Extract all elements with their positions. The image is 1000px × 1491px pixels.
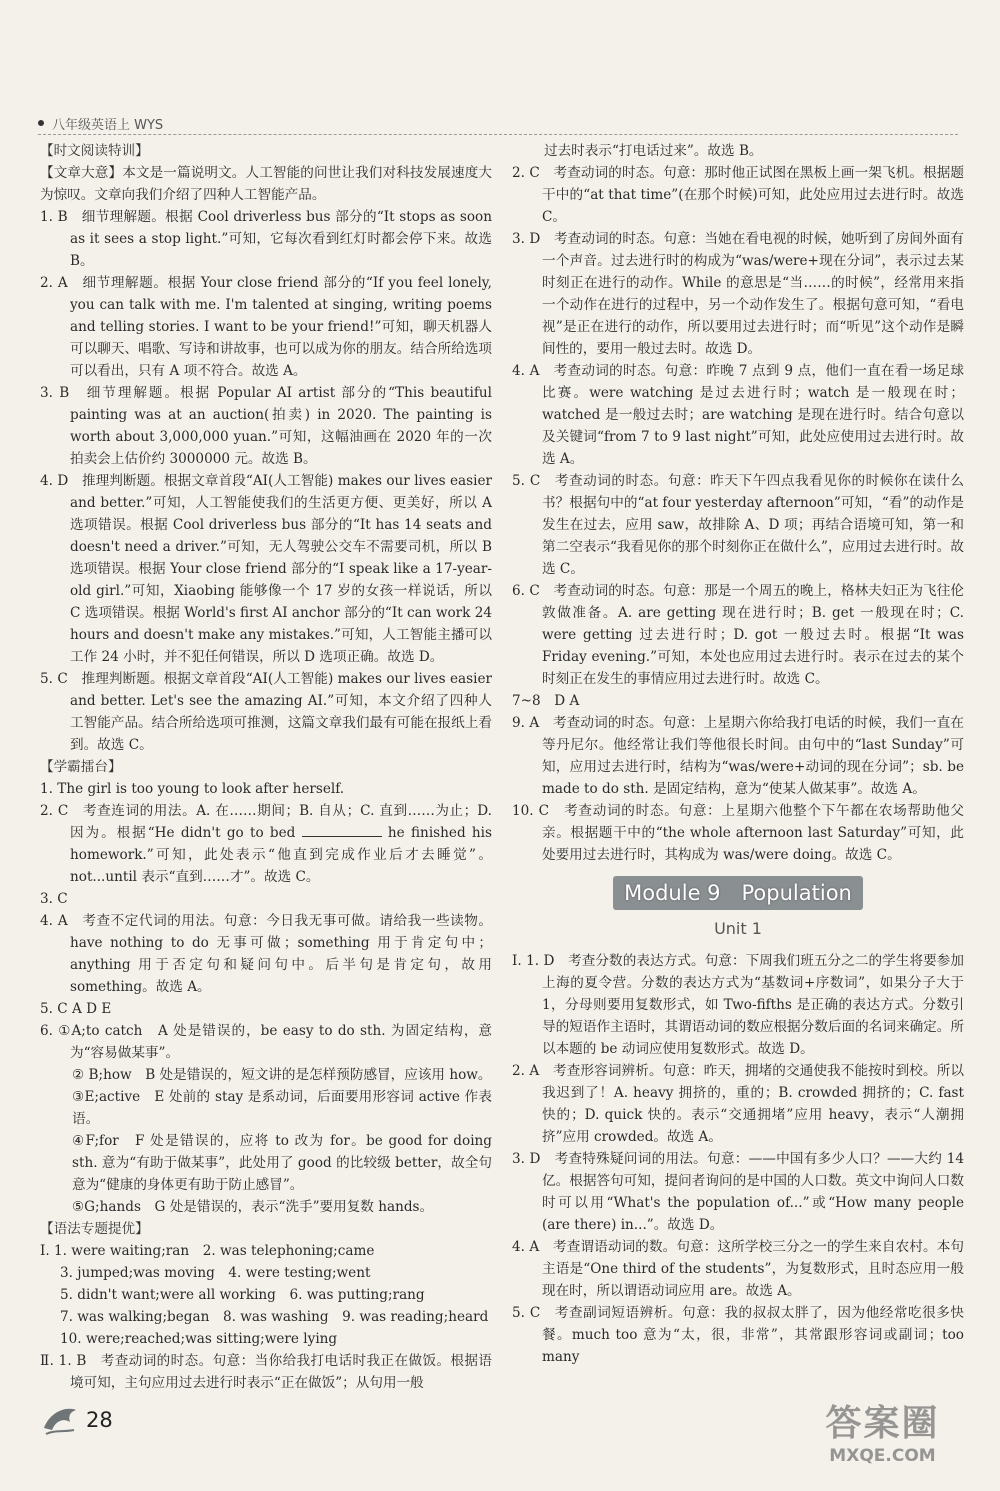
grammar-line: 7. was walking;began 8. was washing 9. was reading;heard bbox=[60, 1309, 489, 1325]
answer-item: 4. D 推理判断题。根据文章首段“AI(人工智能) makes our lives easier and better.”可知，人工智能使我们的生活更方便、更美好，所以 A 选项错误。根据 Cool driverless bus 部分的“It has 14 seats and doesn't need a driver.”可知，无人驾驶公交车不需要司机，所以 B 选项错误。根据 Your close friend 部分的“I speak like a 17-year-old girl.”可知，Xiaobing 能够像一个 17 岁的女孩一样说话，所以 C 选项错误。根据 World's first AI anchor 部分的“It can work 24 hours and doesn't make any mistakes.”可知，人工智能主播可以工作 24 小时，并不犯任何错误，所以 D 选项正确。故选 D。 bbox=[40, 473, 492, 665]
answer-item: 5. C 推理判断题。根据文章首段“AI(人工智能) makes our lives easier and better. Let's see the amazing AI.”可知，本文介绍了四种人工智能产品。结合所给选项可推测，这篇文章我们最有可能在报纸上看到。故选 C。 bbox=[40, 671, 492, 753]
answer-item: Ⅰ. 1. D 考查分数的表达方式。句意：下周我们班五分之二的学生将要参加上海的夏令营。分数的表达方式为“基数词+序数词”，如果分子大于 1，分母则要用复数形式，如 Two-fifths 是正确的表达方式。分数引导的短语作主语时，其谓语动词的数应根据分数后面的名词来确定。所以本题的 be 动词应使用复数形式。故选 D。 bbox=[512, 953, 964, 1057]
answer-text: he finished his homework.”可知，此处表示“他直到完成作业后才去睡觉”。not...until 表示“直到……才”。故选 C。 bbox=[70, 825, 492, 885]
answer-item: 2. A 细节理解题。根据 Your close friend 部分的“If you feel lonely, you can talk with me. I'm talented at singing, writing poems and telling stories. I want to be your friend!”可知，聊天机器人可以聊天、唱歌、写诗和讲故事，也可以成为你的朋友。结合所给选项可以看出，只有 A 项不符合。故选 A。 bbox=[40, 275, 492, 379]
answer-item: Ⅱ. 1. B 考查动词的时态。句意：当你给我打电话时我正在做饭。根据语境可知，主句应用过去进行时表示“正在做饭”；从句用一般 bbox=[40, 1353, 492, 1391]
answer-subitem: ⑤G;hands G 处是错误的，表示“洗手”要用复数 hands。 bbox=[72, 1199, 434, 1215]
section-heading-xueba: 【学霸擂台】 bbox=[40, 759, 122, 775]
answer-item: 3. D 考查动词的时态。句意：当她在看电视的时候，她听到了房间外面有一个声音。过去进行时的构成为“was/were+现在分词”，表示过去某时刻正在进行的动作。While 的意思是“当……的时候”，经常用来指一个动作在进行的过程中，另一个动作发生了。根据句意可知，“看电视”是正在进行的动作，所以要用过去进行时；而“听见”这个动作是瞬间性的，要用一般过去时。故选 D。 bbox=[512, 231, 964, 357]
grammar-line: 10. were;reached;was sitting;were lying bbox=[60, 1331, 338, 1347]
unit-title: Unit 1 bbox=[714, 919, 762, 938]
answer-item: 1. The girl is too young to look after herself. bbox=[40, 781, 345, 797]
watermark-text: 答案圈 bbox=[825, 1403, 940, 1444]
dolphin-logo-icon bbox=[40, 1400, 80, 1440]
answer-item: 7~8 D A bbox=[512, 693, 580, 709]
answer-item: 6. ①A;to catch A 处是错误的，be easy to do sth. 为固定结构，意为“容易做某事”。 bbox=[40, 1023, 492, 1061]
answer-subitem: ③E;active E 处前的 stay 是系动词，后面要用形容词 active 作表语。 bbox=[72, 1089, 492, 1127]
grammar-line: 5. didn't want;were all working 6. was putting;rang bbox=[60, 1287, 425, 1303]
module-banner: Module 9 Population bbox=[613, 876, 863, 910]
right-column bbox=[512, 140, 964, 1368]
page-header bbox=[38, 112, 958, 135]
answer-item: 9. A 考查动词的时态。句意：上星期六你给我打电话的时候，我们一直在等丹尼尔。他经常让我们等他很长时间。由句中的“last Sunday”可知，应用过去进行时，结构为“was/were+动词的现在分词”；sb. be made to do sth. 是固定结构，意为“使某人做某事”。故选 A。 bbox=[512, 715, 964, 797]
answer-item: 5. C 考查副词短语辨析。句意：我的叔叔太胖了，因为他经常吃很多快餐。much too 意为“太，很，非常”，其常跟形容词或副词；too many bbox=[512, 1305, 964, 1365]
article-summary: 【文章大意】本文是一篇说明文。人工智能的问世让我们对科技发展速度大为惊叹。文章向我们介绍了四种人工智能产品。 bbox=[40, 165, 492, 203]
answer-item: 4. A 考查不定代词的用法。句意：今日我无事可做。请给我一些读物。have nothing to do 无事可做；something 用于肯定句中；anything 用于否定句和疑问句中。后半句是肯定句，故用 something。故选 A。 bbox=[40, 913, 492, 995]
answer-item: 1. B 细节理解题。根据 Cool driverless bus 部分的“It stops as soon as it sees a stop light.”可知，它每次看到红灯时都会停下来。故选 B。 bbox=[40, 209, 492, 269]
watermark-url: MXQE.COM bbox=[829, 1446, 936, 1466]
answer-text: 2. C 考查连词的用法。A. 在……期间；B. 自从；C. 直到……为止；D. 因为。根据“He didn't go to bed bbox=[40, 803, 492, 841]
answer-item: 2. C 考查动词的时态。句意：那时他正试图在黑板上画一架飞机。根据题干中的“at that time”(在那个时候)可知，此处应用过去进行时。故选 C。 bbox=[512, 165, 964, 225]
continued-text: 过去时表示“打电话过来”。故选 B。 bbox=[544, 143, 763, 159]
answer-item: 10. C 考查动词的时态。句意：上星期六他整个下午都在农场帮助他父亲。根据题干中的“the whole afternoon last Saturday”可知，此处要用过去进行时，其构成为 was/were doing。故选 C。 bbox=[512, 803, 964, 863]
answer-item: 3. D 考查特殊疑问词的用法。句意：——中国有多少人口？——大约 14 亿。根据答句可知，提问者询问的是中国的人口数。英文中询问人口数时可以用“What's the population of...”或“How many people (are there) in...”。故选 D。 bbox=[512, 1151, 964, 1233]
answer-item: 5. C 考查动词的时态。句意：昨天下午四点我看见你的时候你在读什么书？根据句中的“at four yesterday afternoon”可知，“看”的动作是发生在过去，应用 saw，故排除 A、D 项；再结合语境可知，第一和第二空表示“我看见你的那个时刻你正在做什么”，应用过去进行时。故选 C。 bbox=[512, 473, 964, 577]
grammar-line: Ⅰ. 1. were waiting;ran 2. was telephoning;came bbox=[40, 1243, 375, 1259]
answer-item: 3. C bbox=[40, 891, 68, 907]
answer-subitem: ④F;for F 处是错误的，应将 to 改为 for。be good for doing sth. 意为“有助于做某事”，此处用了 good 的比较级 better，故全句意为“健康的身体更有助于防止感冒”。 bbox=[72, 1133, 492, 1193]
answer-item: 3. B 细节理解题。根据 Popular AI artist 部分的“This beautiful painting was at an auction(拍卖) in 2020. The painting is worth about 3,000,000 yuan.”可知，这幅油画在 2020 年的一次拍卖会上估价约 3000000 元。故选 B。 bbox=[40, 385, 492, 467]
page-number: 28 bbox=[86, 1408, 113, 1432]
answer-item bbox=[40, 800, 492, 888]
grammar-line: 3. jumped;was moving 4. were testing;went bbox=[60, 1265, 371, 1281]
answer-item: 6. C 考查动词的时态。句意：那是一个周五的晚上，格林夫妇正为飞往伦敦做准备。A. are getting 现在进行时；B. get 一般现在时；C. were getting 过去进行时；D. got 一般过去时。根据“It was Friday evening.”可知，本处也应用过去进行时。表示在过去的某个时刻正在发生的事情应用过去进行时。故选 C。 bbox=[512, 583, 964, 687]
header-bullet-icon bbox=[38, 120, 44, 126]
watermark bbox=[795, 1395, 970, 1465]
answer-item: 4. A 考查谓语动词的数。句意：这所学校三分之一的学生来自农村。本句主语是“One third of the students”，为复数形式，且时态应用一般现在时，所以谓语动词应用 are。故选 A。 bbox=[512, 1239, 964, 1299]
answer-subitem: ② B;how B 处是错误的，短文讲的是怎样预防感冒，应该用 how。 bbox=[72, 1067, 492, 1083]
answer-blank bbox=[302, 824, 382, 837]
answer-item: 2. A 考查形容词辨析。句意：昨天，拥堵的交通使我不能按时到校。所以我迟到了！A. heavy 拥挤的，重的；B. crowded 拥挤的；C. fast 快的；D. quick 快的。表示“交通拥堵”应用 heavy，表示“人潮拥挤”应用 crowded。故选 A。 bbox=[512, 1063, 964, 1145]
answer-item: 5. C A D E bbox=[40, 1001, 112, 1017]
section-heading-grammar: 【语法专题提优】 bbox=[40, 1221, 149, 1237]
answer-item: 4. A 考查动词的时态。句意：昨晚 7 点到 9 点，他们一直在看一场足球比赛。were watching 是过去进行时；watch 是一般现在时；watched 是一般过去时；are watching 是现在进行时。结合句意以及关键词“from 7 to 9 last night”可知，此处应使用过去进行时。故选 A。 bbox=[512, 363, 964, 467]
left-column bbox=[40, 140, 492, 1394]
section-heading-reading: 【时文阅读特训】 bbox=[40, 143, 149, 159]
header-title: 八年级英语上 WYS bbox=[52, 117, 164, 133]
